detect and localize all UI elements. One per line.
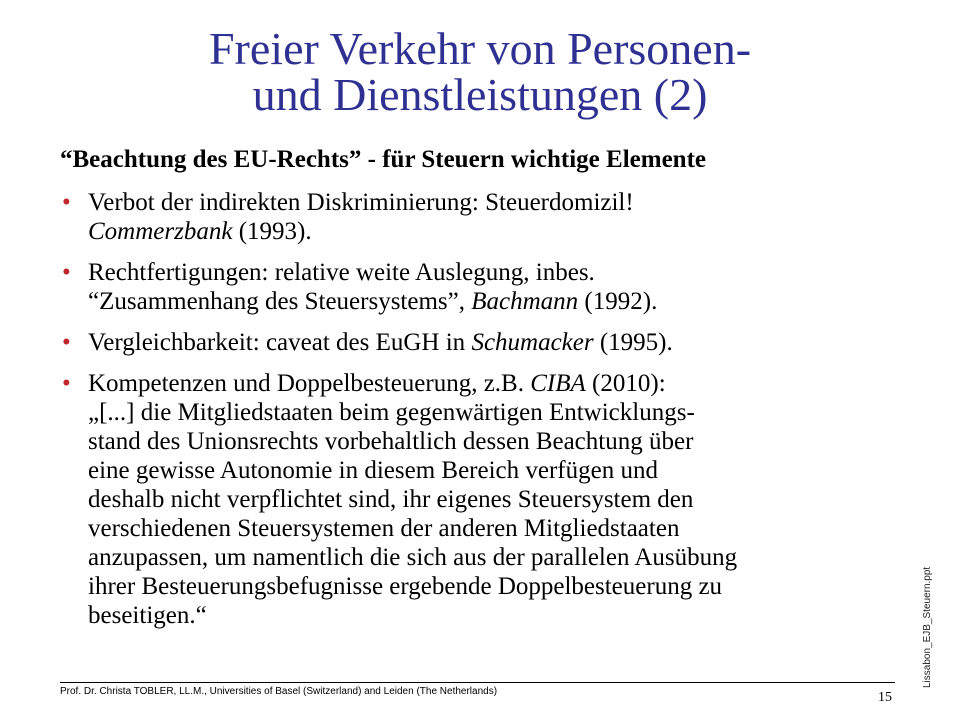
footer-divider (60, 682, 895, 683)
file-label: Lissabon_EJB_Steuern.ppt (922, 566, 933, 688)
quote-line: „[...] die Mitgliedstaaten beim gegenwärtigen Entwicklungs- (88, 399, 695, 426)
slide-title (60, 23, 900, 120)
quote-line: verschiedenen Steuersystemen der anderen Mitgliedstaaten (88, 515, 680, 542)
bullet-text (88, 287, 922, 316)
footer-author: Prof. Dr. Christa TOBLER, LL.M., Universities of Basel (Switzerland) and Leiden (The Netherlands) (60, 686, 498, 697)
bullet-text (88, 328, 922, 357)
case-year: (1995). (593, 329, 673, 356)
bullet-item (62, 328, 922, 357)
quote-line: ihrer Besteuerungsbefugnisse ergebende Doppelbesteuerung zu (88, 573, 723, 600)
bullet-item (62, 188, 922, 246)
bullet-list (62, 188, 922, 642)
case-year: (2010): (585, 370, 666, 397)
bullet-marker: • (62, 370, 71, 397)
case-name: CIBA (530, 370, 586, 397)
bullet-item (62, 369, 922, 630)
quote-line: deshalb nicht verpflichtet sind, ihr eigenes Steuersystem den (88, 486, 694, 513)
case-name: Schumacker (471, 329, 594, 356)
bullet-text-pre: “Zusammenhang des Steuersystems”, (88, 288, 472, 315)
bullet-text: Verbot der indirekten Diskriminierung: Steuerdomizil! (88, 189, 634, 216)
slide-subtitle: “Beachtung des EU-Rechts” - für Steuern wichtige Elemente (60, 146, 706, 173)
bullet-text: Rechtfertigungen: relative weite Auslegung, inbes. (88, 259, 595, 286)
case-name: Commerzbank (88, 218, 233, 245)
bullet-text-pre: Kompetenzen und Doppelbesteuerung, z.B. (88, 370, 531, 397)
case-year: (1992). (578, 288, 658, 315)
bullet-text (88, 369, 922, 398)
bullet-marker: • (62, 329, 71, 356)
page-number: 15 (878, 690, 892, 705)
quote-line: anzupassen, um namentlich die sich aus der parallelen Ausübung (88, 544, 738, 571)
bullet-item (62, 258, 922, 316)
bullet-text-pre: Vergleichbarkeit: caveat des EuGH in (88, 329, 472, 356)
case-year: (1993). (232, 218, 312, 245)
bullet-text (88, 217, 922, 246)
slide-title-line-2: und Dienstleistungen (2) (252, 69, 708, 120)
quote-line: stand des Unionsrechts vorbehaltlich dessen Beachtung über (88, 428, 694, 455)
bullet-marker: • (62, 189, 71, 216)
quote-line: beseitigen.“ (88, 602, 207, 629)
slide-title-line-1: Freier Verkehr von Personen- (208, 23, 752, 74)
case-name: Bachmann (471, 288, 579, 315)
quote-line: eine gewisse Autonomie in diesem Bereich verfügen und (88, 457, 658, 484)
bullet-marker: • (62, 259, 71, 286)
